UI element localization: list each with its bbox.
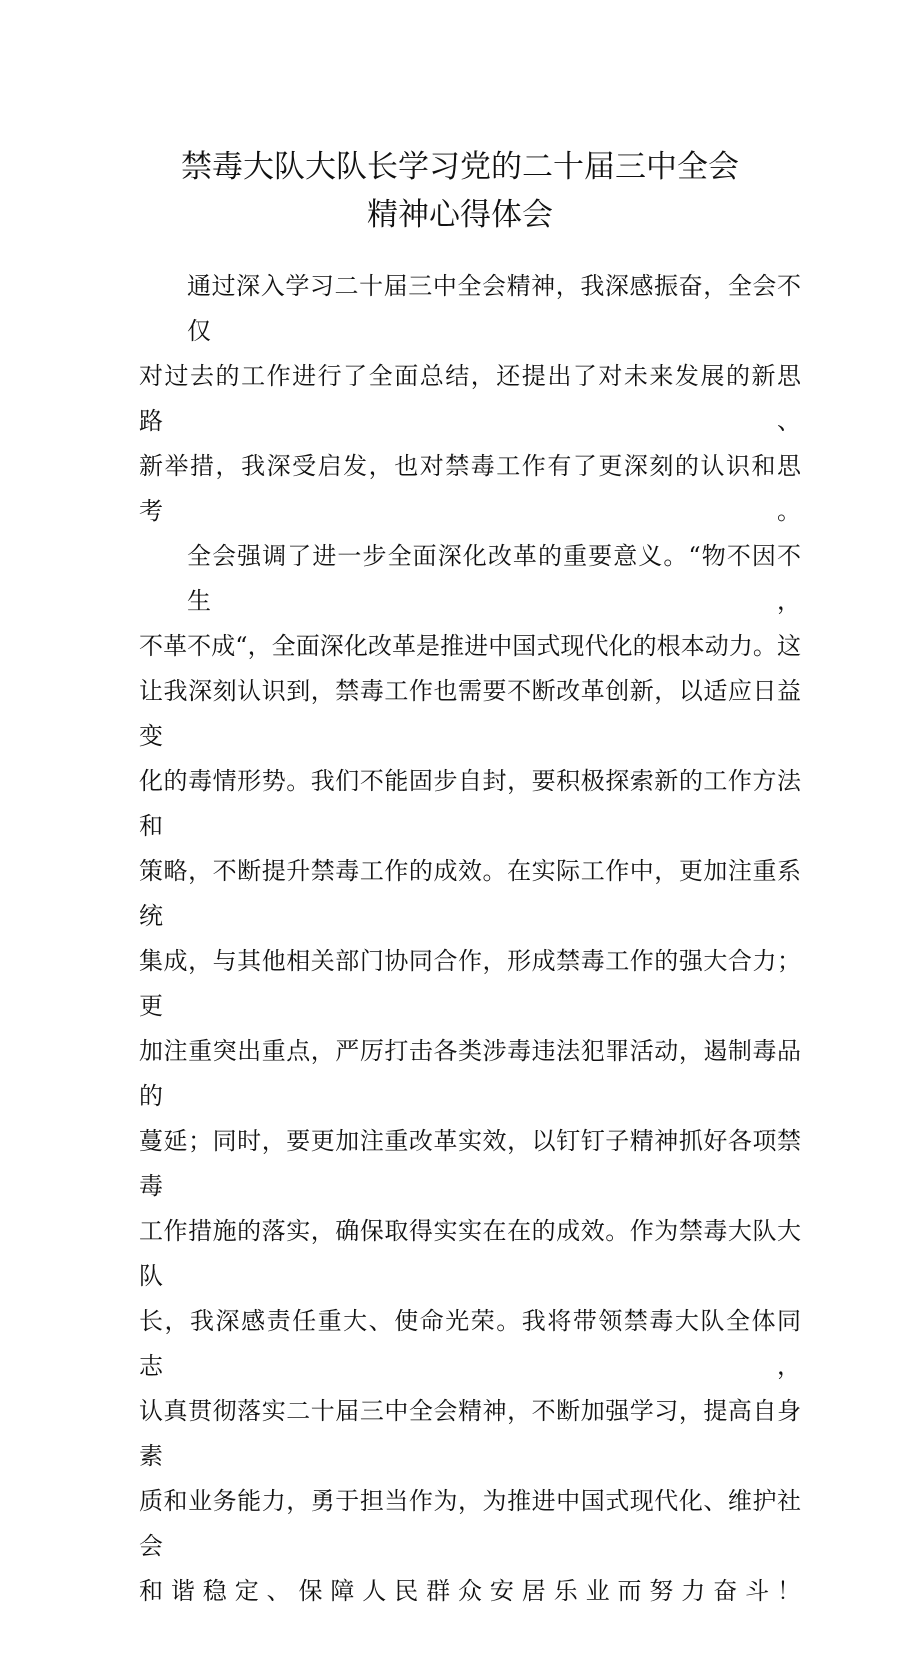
text-line: 工作措施的落实，确保取得实实在在的成效。作为禁毒大队大队 <box>139 1217 801 1290</box>
document-body <box>139 264 801 1659</box>
text-line <box>139 1614 801 1659</box>
text-line: 全会强调了进一步全面深化改革的重要意义。“物不因不生， <box>187 542 801 615</box>
text-line: 策略，不断提升禁毒工作的成效。在实际工作中，更加注重系统 <box>139 857 801 930</box>
document-title <box>100 143 820 239</box>
text-line: 蔓延；同时，要更加注重改革实效，以钉钉子精神抓好各项禁毒 <box>139 1127 801 1200</box>
title-line-2: 精神心得体会 <box>367 197 553 233</box>
text-line: 对过去的工作进行了全面总结，还提出了对未来发展的新思路、 <box>139 362 801 435</box>
text-line: 质和业务能力，勇于担当作为，为推进中国式现代化、维护社会 <box>139 1487 801 1560</box>
text-line: 通过深入学习二十届三中全会精神，我深感振奋，全会不仅 <box>187 272 801 345</box>
text-line: 新举措，我深受启发，也对禁毒工作有了更深刻的认识和思考。 <box>139 452 801 525</box>
text-line: 认真贯彻落实二十届三中全会精神，不断加强学习，提高自身素 <box>139 1397 801 1470</box>
text-line: 让我深刻认识到，禁毒工作也需要不断改革创新，以适应日益变 <box>139 677 801 750</box>
title-line-1: 禁毒大队大队长学习党的二十届三中全会 <box>181 149 739 185</box>
paragraph-1 <box>139 264 801 534</box>
paragraph-2 <box>139 534 801 1659</box>
text-line: 长，我深感责任重大、使命光荣。我将带领禁毒大队全体同志， <box>139 1307 801 1380</box>
text-line: 集成，与其他相关部门协同合作，形成禁毒工作的强大合力；更 <box>139 947 801 1020</box>
text-line: 化的毒情形势。我们不能固步自封，要积极探索新的工作方法和 <box>139 767 801 840</box>
text-line: 不革不成“，全面深化改革是推进中国式现代化的根本动力。这 <box>139 632 801 660</box>
text-line: 加注重突出重点，严厉打击各类涉毒违法犯罪活动，遏制毒品的 <box>139 1037 801 1110</box>
text-line: 和谐稳定、保障人民群众安居乐业而努力奋斗！ <box>139 1577 801 1605</box>
